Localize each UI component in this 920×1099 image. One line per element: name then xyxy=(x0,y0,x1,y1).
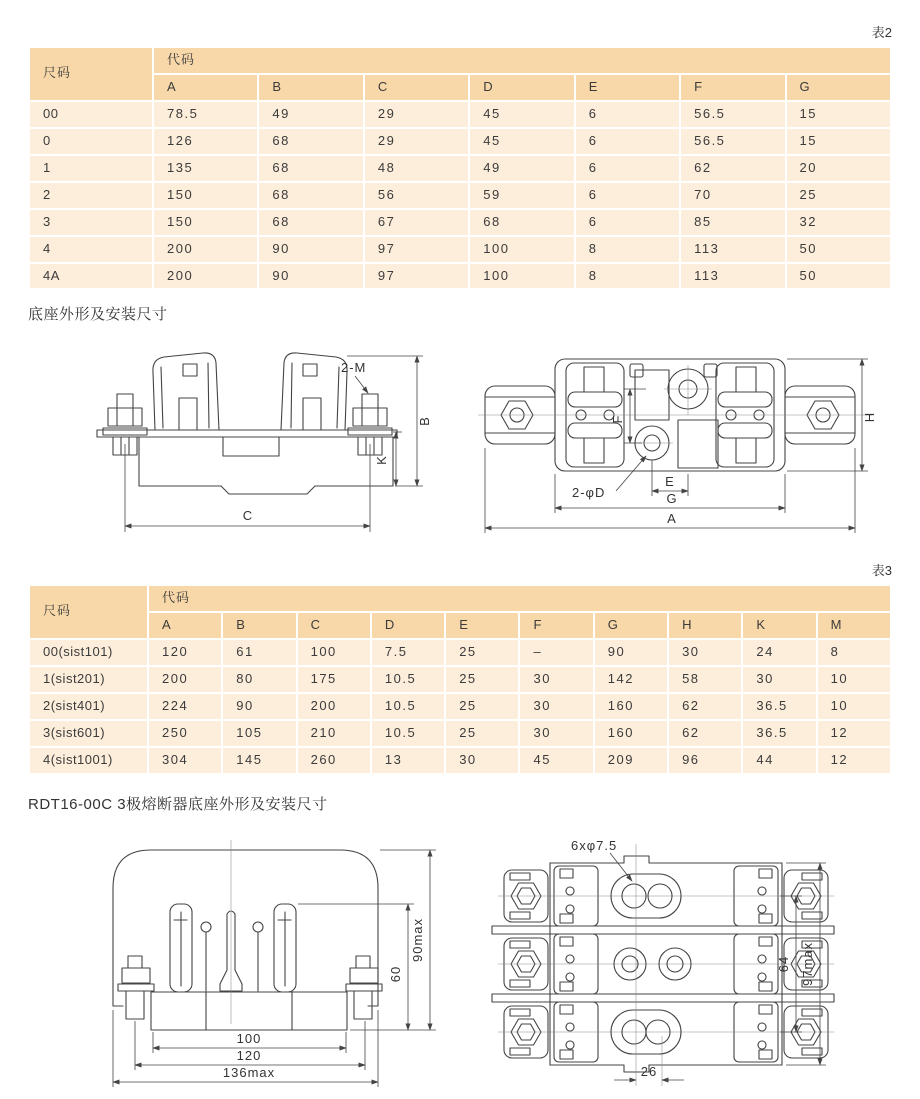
value-cell: 160 xyxy=(595,721,667,746)
section-title-rdt16: RDT16-00C 3极熔断器底座外形及安装尺寸 xyxy=(28,796,328,813)
column-header: M xyxy=(818,613,890,638)
value-cell: 25 xyxy=(446,667,518,692)
dim-label-h: H xyxy=(862,411,877,423)
table-row xyxy=(30,721,890,746)
dim-label-g: G xyxy=(666,491,678,506)
dim-label-k: K xyxy=(374,455,389,465)
dimension-table-3 xyxy=(28,584,892,775)
value-cell: 6 xyxy=(576,129,679,154)
value-cell: 7.5 xyxy=(372,640,444,665)
value-cell: 160 xyxy=(595,694,667,719)
value-cell: 200 xyxy=(298,694,370,719)
size-cell: 4 xyxy=(30,237,152,262)
size-cell: 2(sist401) xyxy=(30,694,147,719)
column-header: F xyxy=(681,75,784,100)
dim-label-b: B xyxy=(417,416,432,426)
value-cell: 80 xyxy=(223,667,295,692)
dim-label-holes: 6xφ7.5 xyxy=(571,838,618,853)
dim-label-64: 64 xyxy=(776,955,791,973)
value-cell: 59 xyxy=(470,183,573,208)
dim-label-c: C xyxy=(242,508,254,523)
value-cell: 68 xyxy=(470,210,573,235)
value-cell: 224 xyxy=(149,694,221,719)
dim-label-97max: 97max xyxy=(800,941,815,987)
dim-label-2m: 2-M xyxy=(341,360,367,375)
value-cell: 62 xyxy=(669,694,741,719)
column-header: G xyxy=(787,75,890,100)
value-cell: 44 xyxy=(743,748,815,773)
value-cell: 304 xyxy=(149,748,221,773)
value-cell: 58 xyxy=(669,667,741,692)
column-header: G xyxy=(595,613,667,638)
size-cell: 1 xyxy=(30,156,152,181)
value-cell: 10.5 xyxy=(372,721,444,746)
size-cell: 3(sist601) xyxy=(30,721,147,746)
column-header: B xyxy=(223,613,295,638)
header-row xyxy=(30,48,890,73)
dim-label-26: 26 xyxy=(640,1064,658,1079)
table3-caption: 表3 xyxy=(871,563,892,578)
column-header: A xyxy=(149,613,221,638)
size-cell: 00(sist101) xyxy=(30,640,147,665)
value-cell: 120 xyxy=(149,640,221,665)
value-cell: 6 xyxy=(576,210,679,235)
column-header: D xyxy=(470,75,573,100)
value-cell: 30 xyxy=(743,667,815,692)
value-cell: 10.5 xyxy=(372,694,444,719)
value-cell: 68 xyxy=(259,183,362,208)
table-row xyxy=(30,183,890,208)
value-cell: 56.5 xyxy=(681,129,784,154)
value-cell: 90 xyxy=(259,264,362,289)
column-header: B xyxy=(259,75,362,100)
value-cell: 96 xyxy=(669,748,741,773)
value-cell: 85 xyxy=(681,210,784,235)
dimension-table-2 xyxy=(28,46,892,290)
column-header-row xyxy=(30,75,890,100)
value-cell: 32 xyxy=(787,210,890,235)
table-row xyxy=(30,748,890,773)
section-title-base-dimensions: 底座外形及安装尺寸 xyxy=(28,306,168,323)
size-cell: 1(sist201) xyxy=(30,667,147,692)
value-cell: 68 xyxy=(259,156,362,181)
value-cell: 175 xyxy=(298,667,370,692)
value-cell: 100 xyxy=(298,640,370,665)
value-cell: 200 xyxy=(154,237,257,262)
value-cell: 100 xyxy=(470,264,573,289)
value-cell: 30 xyxy=(520,667,592,692)
value-cell: 29 xyxy=(365,129,468,154)
column-header: K xyxy=(743,613,815,638)
value-cell: 145 xyxy=(223,748,295,773)
size-header: 尺码 xyxy=(30,586,147,638)
value-cell: 36.5 xyxy=(743,721,815,746)
value-cell: 49 xyxy=(470,156,573,181)
table2-caption: 表2 xyxy=(871,25,892,40)
dim-label-90max: 90max xyxy=(410,917,425,963)
column-header: E xyxy=(576,75,679,100)
value-cell: 150 xyxy=(154,210,257,235)
column-header: C xyxy=(365,75,468,100)
value-cell: 48 xyxy=(365,156,468,181)
value-cell: 12 xyxy=(818,721,890,746)
value-cell: 49 xyxy=(259,102,362,127)
value-cell: 97 xyxy=(365,237,468,262)
value-cell: 56 xyxy=(365,183,468,208)
table-row xyxy=(30,667,890,692)
rdt16-front-view-drawing xyxy=(78,834,463,1094)
value-cell: 113 xyxy=(681,264,784,289)
table-row xyxy=(30,237,890,262)
value-cell: 20 xyxy=(787,156,890,181)
dim-label-136max: 136max xyxy=(222,1065,276,1080)
value-cell: 142 xyxy=(595,667,667,692)
rdt16-top-view-drawing xyxy=(484,836,849,1096)
dim-label-a: A xyxy=(667,511,677,526)
header-row xyxy=(30,586,890,611)
value-cell: 6 xyxy=(576,102,679,127)
value-cell: 30 xyxy=(520,694,592,719)
value-cell: 68 xyxy=(259,210,362,235)
value-cell: 25 xyxy=(787,183,890,208)
base-top-view-drawing xyxy=(460,344,890,549)
dim-label-e: E xyxy=(665,474,675,489)
value-cell: 50 xyxy=(787,237,890,262)
dim-label-100: 100 xyxy=(236,1031,262,1046)
value-cell: 100 xyxy=(470,237,573,262)
size-cell: 0 xyxy=(30,129,152,154)
value-cell: 25 xyxy=(446,694,518,719)
value-cell: 36.5 xyxy=(743,694,815,719)
base-side-view-drawing xyxy=(55,344,440,549)
value-cell: 90 xyxy=(595,640,667,665)
value-cell: 8 xyxy=(576,237,679,262)
value-cell: 56.5 xyxy=(681,102,784,127)
column-header: A xyxy=(154,75,257,100)
value-cell: 62 xyxy=(669,721,741,746)
value-cell: 8 xyxy=(576,264,679,289)
table-row xyxy=(30,129,890,154)
column-header: F xyxy=(520,613,592,638)
value-cell: – xyxy=(520,640,592,665)
column-header: E xyxy=(446,613,518,638)
value-cell: 10 xyxy=(818,667,890,692)
table-row xyxy=(30,210,890,235)
table-row xyxy=(30,156,890,181)
value-cell: 13 xyxy=(372,748,444,773)
column-header-row xyxy=(30,613,890,638)
value-cell: 10.5 xyxy=(372,667,444,692)
value-cell: 67 xyxy=(365,210,468,235)
column-header: D xyxy=(372,613,444,638)
value-cell: 30 xyxy=(446,748,518,773)
column-header: C xyxy=(298,613,370,638)
value-cell: 30 xyxy=(669,640,741,665)
value-cell: 126 xyxy=(154,129,257,154)
value-cell: 68 xyxy=(259,129,362,154)
size-header: 尺码 xyxy=(30,48,152,100)
dim-label-60: 60 xyxy=(388,965,403,983)
value-cell: 200 xyxy=(149,667,221,692)
size-cell: 3 xyxy=(30,210,152,235)
code-header: 代码 xyxy=(149,586,890,611)
value-cell: 209 xyxy=(595,748,667,773)
value-cell: 15 xyxy=(787,129,890,154)
value-cell: 62 xyxy=(681,156,784,181)
value-cell: 90 xyxy=(223,694,295,719)
size-cell: 00 xyxy=(30,102,152,127)
dim-label-2d: 2-φD xyxy=(572,485,606,500)
value-cell: 12 xyxy=(818,748,890,773)
value-cell: 25 xyxy=(446,640,518,665)
value-cell: 70 xyxy=(681,183,784,208)
value-cell: 50 xyxy=(787,264,890,289)
value-cell: 78.5 xyxy=(154,102,257,127)
size-cell: 2 xyxy=(30,183,152,208)
value-cell: 6 xyxy=(576,183,679,208)
value-cell: 210 xyxy=(298,721,370,746)
column-header: H xyxy=(669,613,741,638)
value-cell: 200 xyxy=(154,264,257,289)
dim-label-120: 120 xyxy=(236,1048,262,1063)
dim-label-f: F xyxy=(610,414,625,424)
value-cell: 45 xyxy=(470,102,573,127)
value-cell: 97 xyxy=(365,264,468,289)
value-cell: 24 xyxy=(743,640,815,665)
value-cell: 10 xyxy=(818,694,890,719)
value-cell: 25 xyxy=(446,721,518,746)
value-cell: 45 xyxy=(520,748,592,773)
table-row xyxy=(30,640,890,665)
table-row xyxy=(30,694,890,719)
value-cell: 105 xyxy=(223,721,295,746)
value-cell: 90 xyxy=(259,237,362,262)
value-cell: 250 xyxy=(149,721,221,746)
value-cell: 6 xyxy=(576,156,679,181)
size-cell: 4A xyxy=(30,264,152,289)
value-cell: 15 xyxy=(787,102,890,127)
value-cell: 260 xyxy=(298,748,370,773)
value-cell: 45 xyxy=(470,129,573,154)
value-cell: 61 xyxy=(223,640,295,665)
size-cell: 4(sist1001) xyxy=(30,748,147,773)
value-cell: 30 xyxy=(520,721,592,746)
value-cell: 150 xyxy=(154,183,257,208)
value-cell: 8 xyxy=(818,640,890,665)
value-cell: 113 xyxy=(681,237,784,262)
value-cell: 29 xyxy=(365,102,468,127)
value-cell: 135 xyxy=(154,156,257,181)
code-header: 代码 xyxy=(154,48,890,73)
table-row xyxy=(30,102,890,127)
table-row xyxy=(30,264,890,289)
